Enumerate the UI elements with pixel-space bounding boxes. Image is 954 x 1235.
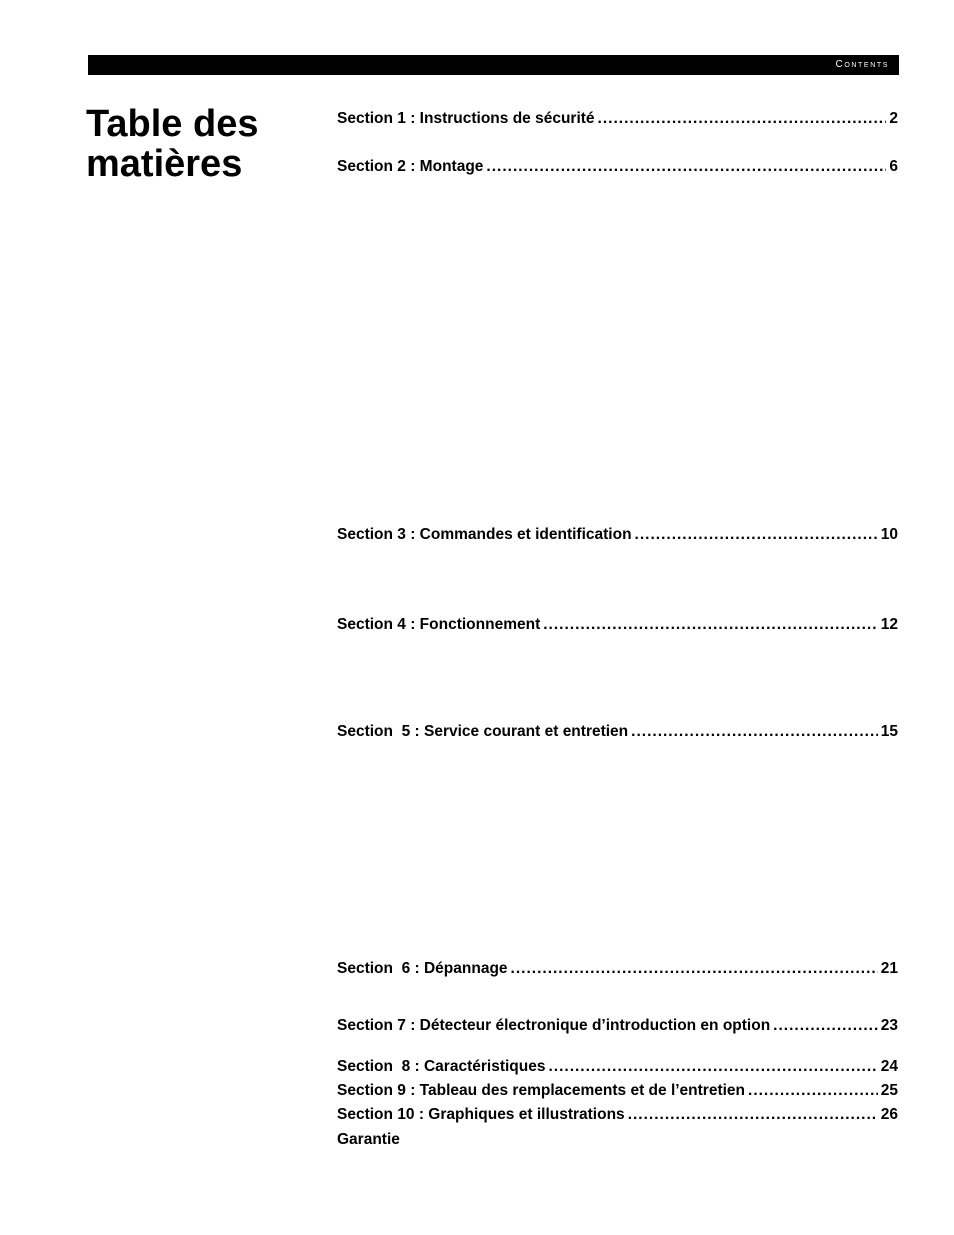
toc-entry-page: 2 bbox=[889, 110, 898, 127]
toc-dot-leader bbox=[635, 525, 878, 545]
toc-entry-section-3[interactable] bbox=[337, 525, 898, 545]
toc-entry-page: 6 bbox=[889, 158, 898, 175]
toc-entry-label: Section 8 : Caractéristiques bbox=[337, 1058, 546, 1075]
page-title-line1: Table des bbox=[86, 103, 259, 145]
toc-entry-section-1[interactable] bbox=[337, 109, 898, 129]
toc-entry-section-2[interactable] bbox=[337, 157, 898, 177]
toc-entry-label: Section 7 : Détecteur électronique d’introduction en option bbox=[337, 1017, 771, 1034]
toc-entry-page: 21 bbox=[880, 960, 898, 977]
toc-entry-page: 26 bbox=[880, 1106, 898, 1123]
toc-entry-warranty[interactable]: Garantie bbox=[337, 1131, 400, 1148]
toc-entry-label: Section 4 : Fonctionnement bbox=[337, 616, 541, 633]
toc-entry-label: Section 6 : Dépannage bbox=[337, 960, 508, 977]
toc-entry-label: Section 1 : Instructions de sécurité bbox=[337, 110, 595, 127]
header-bar bbox=[88, 55, 899, 75]
toc-dot-leader bbox=[548, 1057, 877, 1077]
toc-entry-page: 24 bbox=[880, 1058, 898, 1075]
toc-entry-page: 12 bbox=[880, 616, 898, 633]
toc-dot-leader bbox=[486, 157, 886, 177]
toc-entry-label: Section 3 : Commandes et identification bbox=[337, 526, 632, 543]
toc-dot-leader bbox=[543, 615, 878, 635]
toc-dot-leader bbox=[631, 722, 878, 742]
toc-entry-page: 25 bbox=[880, 1082, 898, 1099]
toc-dot-leader bbox=[748, 1081, 878, 1101]
toc-entry-page: 23 bbox=[880, 1017, 898, 1034]
header-label: Contents bbox=[835, 59, 889, 70]
toc-dot-leader bbox=[628, 1105, 878, 1125]
toc-entry-label: Section 10 : Graphiques et illustrations bbox=[337, 1106, 625, 1123]
toc-dot-leader bbox=[511, 959, 878, 979]
toc-entry-section-7[interactable] bbox=[337, 1016, 898, 1036]
toc-entry-section-5[interactable] bbox=[337, 722, 898, 742]
toc-dot-leader bbox=[598, 109, 887, 129]
page-title bbox=[86, 104, 316, 184]
toc-entry-page: 10 bbox=[880, 526, 898, 543]
toc-entry-section-10[interactable] bbox=[337, 1105, 898, 1125]
toc-dot-leader bbox=[773, 1016, 878, 1036]
page-title-line2: matières bbox=[86, 143, 243, 185]
toc-entry-label: Section 9 : Tableau des remplacements et de l’entretien bbox=[337, 1082, 746, 1099]
toc-entry-section-9[interactable] bbox=[337, 1081, 898, 1101]
toc-entry-label: Section 2 : Montage bbox=[337, 158, 484, 175]
toc-entry-page: 15 bbox=[880, 723, 898, 740]
toc-entry-section-6[interactable] bbox=[337, 959, 898, 979]
toc-entry-section-4[interactable] bbox=[337, 615, 898, 635]
toc-entry-section-8[interactable] bbox=[337, 1057, 898, 1077]
toc-entry-label: Section 5 : Service courant et entretien bbox=[337, 723, 629, 740]
